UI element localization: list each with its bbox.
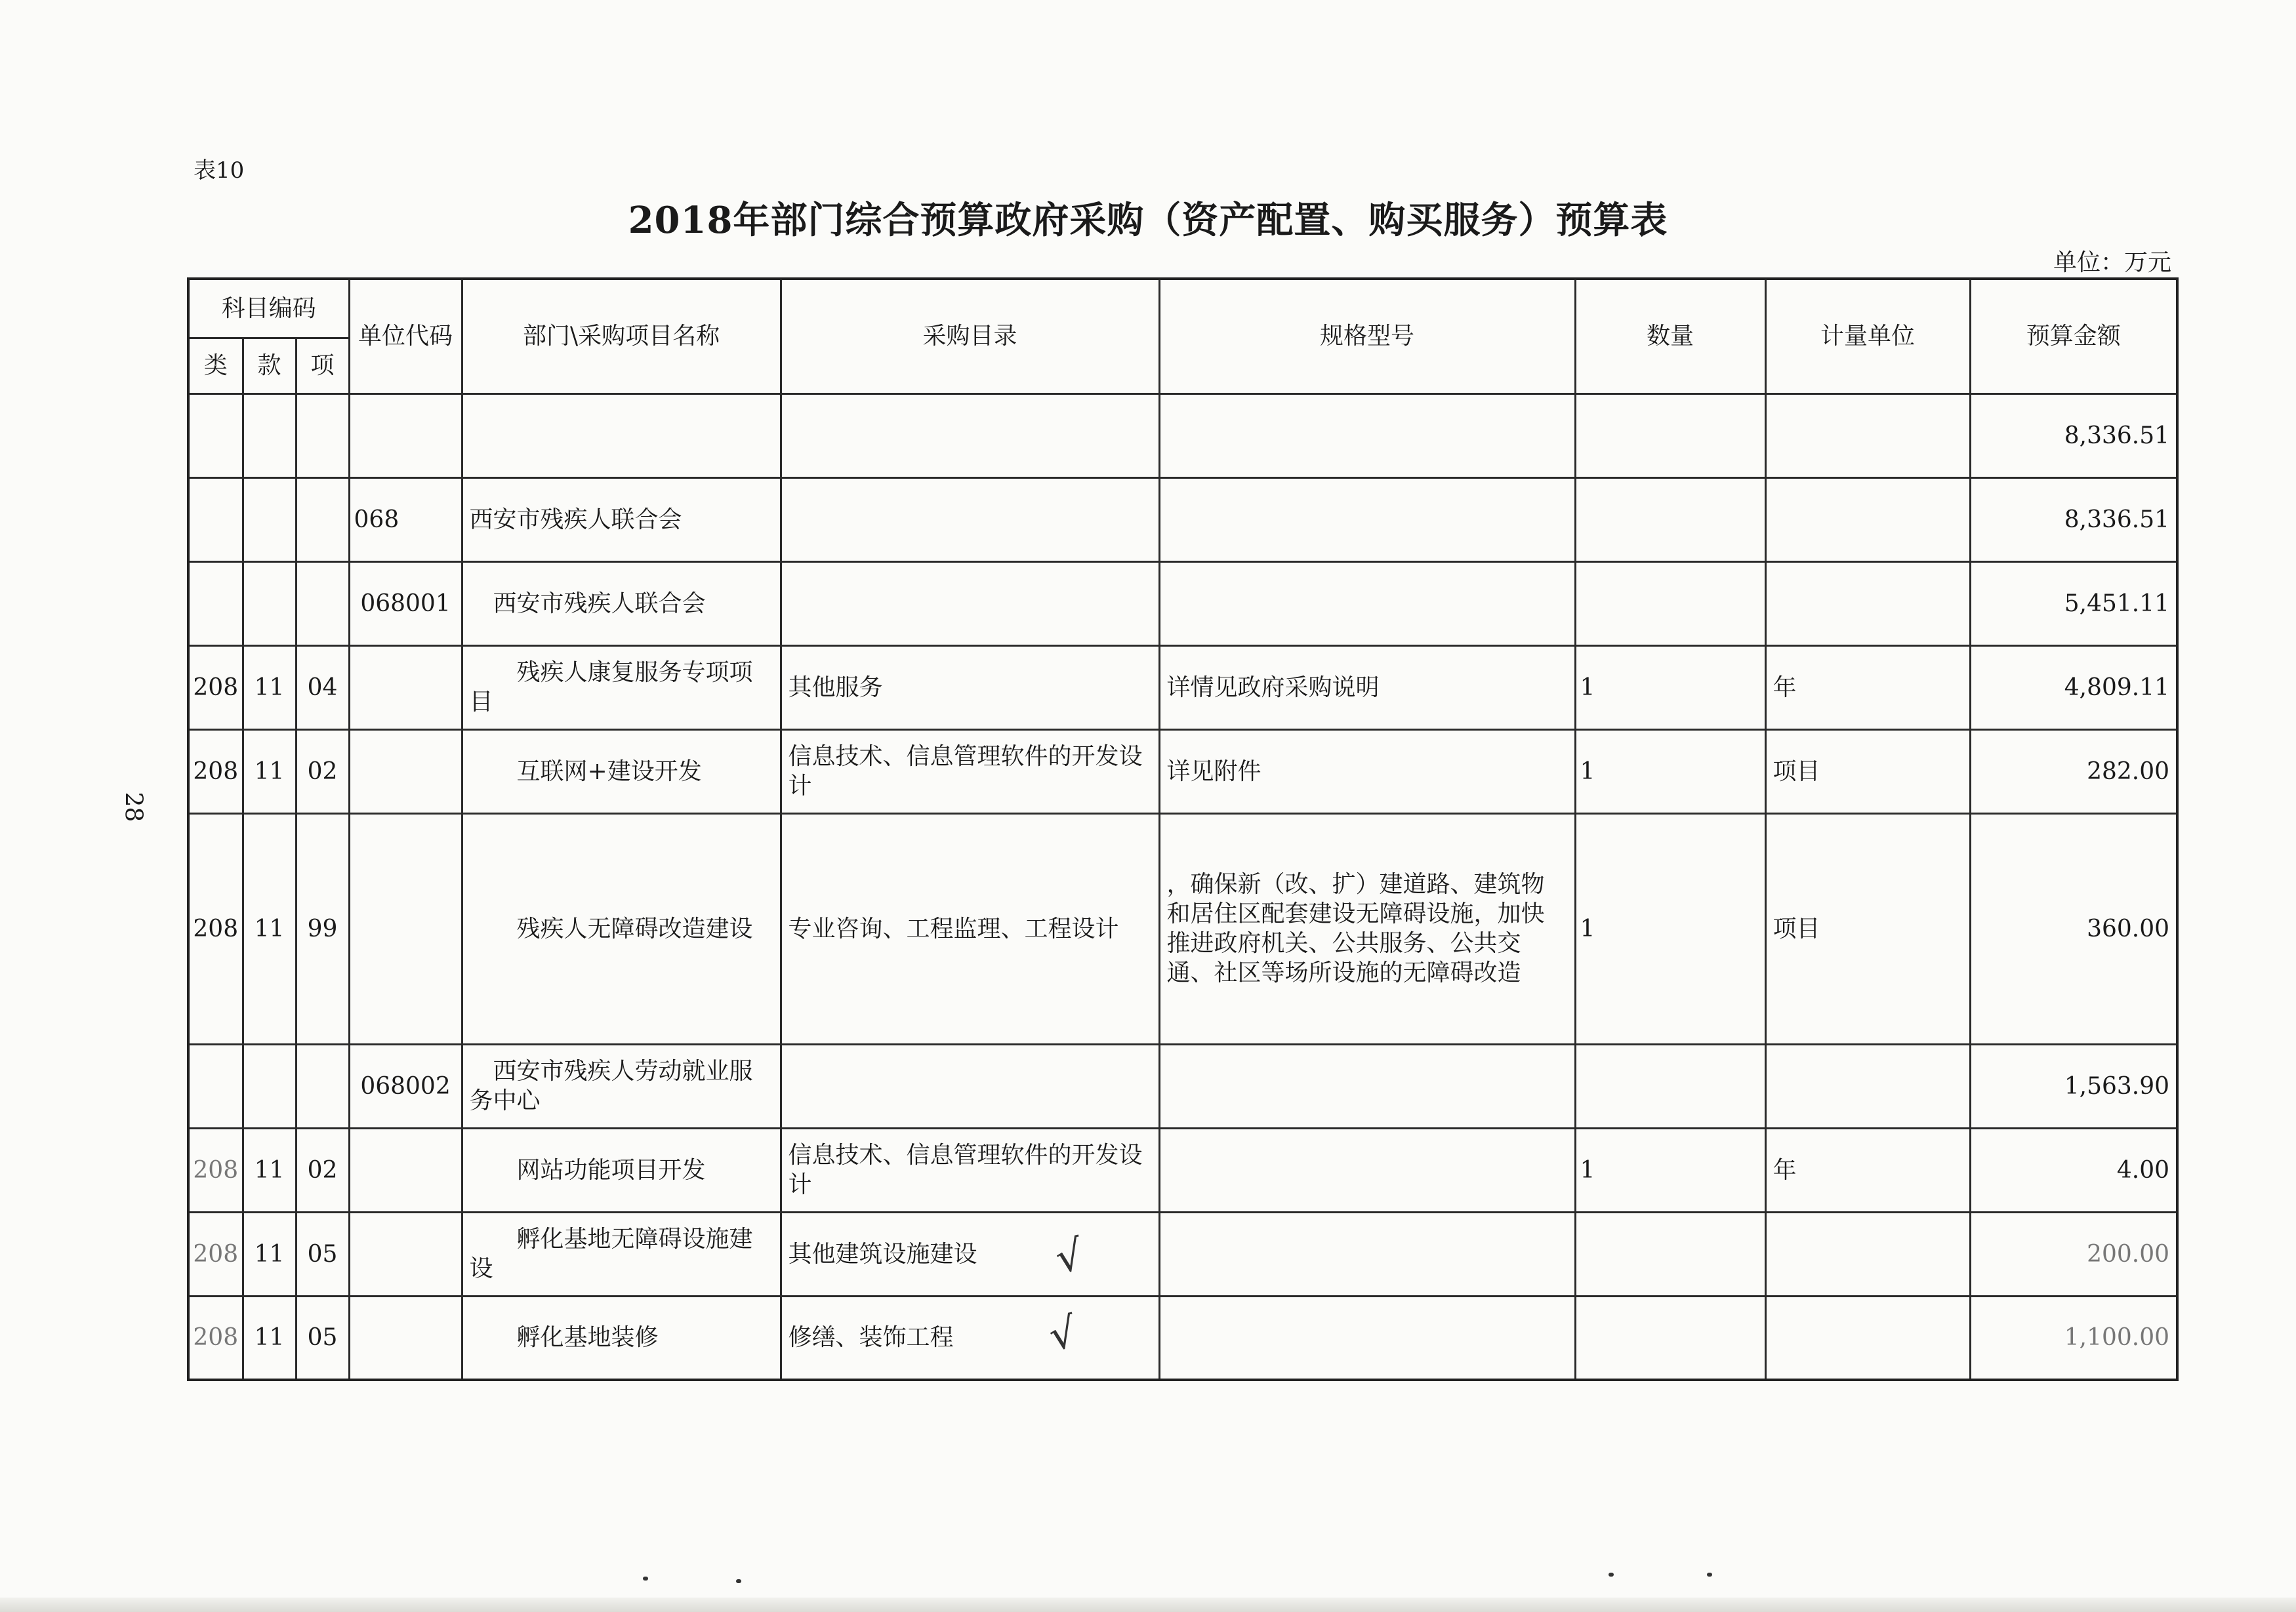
cell-xiang bbox=[296, 561, 349, 645]
cell-name bbox=[462, 393, 781, 477]
cell-xiang: 05 bbox=[296, 1296, 349, 1380]
cell-quantity: 1 bbox=[1575, 813, 1765, 1044]
cell-measure-unit bbox=[1765, 393, 1970, 477]
cell-name: 孵化基地无障碍设施建设 bbox=[462, 1212, 781, 1296]
header-kuan: 款 bbox=[243, 338, 296, 393]
cell-kuan bbox=[243, 561, 296, 645]
cell-amount: 4.00 bbox=[1970, 1128, 2177, 1212]
header-quantity: 数量 bbox=[1575, 279, 1765, 393]
cell-measure-unit bbox=[1765, 477, 1970, 561]
header-row-1 bbox=[188, 279, 2177, 338]
sheet-label: 表10 bbox=[194, 157, 245, 184]
cell-measure-unit: 项目 bbox=[1765, 729, 1970, 813]
cell-xiang: 99 bbox=[296, 813, 349, 1044]
cell-quantity bbox=[1575, 393, 1765, 477]
cell-lei: 208 bbox=[188, 1296, 243, 1380]
cell-quantity bbox=[1575, 1296, 1765, 1380]
cell-xiang: 04 bbox=[296, 645, 349, 729]
cell-quantity: 1 bbox=[1575, 729, 1765, 813]
cell-measure-unit: 项目 bbox=[1765, 813, 1970, 1044]
table-row bbox=[188, 561, 2177, 645]
scan-speck bbox=[643, 1577, 648, 1581]
header-catalog: 采购目录 bbox=[781, 279, 1159, 393]
cell-lei: 208 bbox=[188, 645, 243, 729]
cell-xiang: 02 bbox=[296, 1128, 349, 1212]
check-mark-icon: √ bbox=[1044, 1308, 1082, 1361]
header-spec: 规格型号 bbox=[1159, 279, 1575, 393]
check-mark-icon: √ bbox=[1051, 1230, 1088, 1284]
cell-lei bbox=[188, 477, 243, 561]
cell-xiang bbox=[296, 1044, 349, 1128]
scan-speck bbox=[736, 1579, 741, 1583]
cell-name: 孵化基地装修 bbox=[462, 1296, 781, 1380]
cell-amount: 1,100.00 bbox=[1970, 1296, 2177, 1380]
scan-speck bbox=[1609, 1573, 1614, 1577]
cell-amount: 1,563.90 bbox=[1970, 1044, 2177, 1128]
cell-kuan bbox=[243, 393, 296, 477]
header-dept-name: 部门\采购项目名称 bbox=[462, 279, 781, 393]
header-amount: 预算金额 bbox=[1970, 279, 2177, 393]
cell-unit-code bbox=[349, 1296, 462, 1380]
cell-quantity bbox=[1575, 1212, 1765, 1296]
cell-catalog: 其他服务 bbox=[781, 645, 1159, 729]
cell-amount: 282.00 bbox=[1970, 729, 2177, 813]
cell-quantity bbox=[1575, 1044, 1765, 1128]
table-row bbox=[188, 1128, 2177, 1212]
cell-kuan: 11 bbox=[243, 1212, 296, 1296]
cell-name: 残疾人康复服务专项项目 bbox=[462, 645, 781, 729]
cell-catalog bbox=[781, 477, 1159, 561]
cell-amount: 8,336.51 bbox=[1970, 393, 2177, 477]
cell-spec bbox=[1159, 561, 1575, 645]
cell-spec bbox=[1159, 1128, 1575, 1212]
cell-catalog bbox=[781, 393, 1159, 477]
cell-unit-code: 068002 bbox=[349, 1044, 462, 1128]
cell-catalog: 信息技术、信息管理软件的开发设计 bbox=[781, 729, 1159, 813]
cell-name: 西安市残疾人联合会 bbox=[462, 477, 781, 561]
cell-kuan: 11 bbox=[243, 645, 296, 729]
cell-lei: 208 bbox=[188, 729, 243, 813]
header-subject-code: 科目编码 bbox=[188, 279, 349, 338]
cell-quantity: 1 bbox=[1575, 1128, 1765, 1212]
cell-kuan bbox=[243, 1044, 296, 1128]
table-row bbox=[188, 729, 2177, 813]
cell-unit-code bbox=[349, 393, 462, 477]
cell-catalog: 信息技术、信息管理软件的开发设计 bbox=[781, 1128, 1159, 1212]
document-title: 2018年部门综合预算政府采购（资产配置、购买服务）预算表 bbox=[628, 199, 1668, 242]
table-row bbox=[188, 393, 2177, 477]
cell-measure-unit bbox=[1765, 1212, 1970, 1296]
cell-unit-code bbox=[349, 729, 462, 813]
cell-xiang: 02 bbox=[296, 729, 349, 813]
cell-lei bbox=[188, 561, 243, 645]
cell-measure-unit bbox=[1765, 561, 1970, 645]
cell-spec bbox=[1159, 477, 1575, 561]
cell-name: 互联网+建设开发 bbox=[462, 729, 781, 813]
cell-amount: 4,809.11 bbox=[1970, 645, 2177, 729]
cell-quantity bbox=[1575, 477, 1765, 561]
cell-unit-code bbox=[349, 813, 462, 1044]
page-edge bbox=[0, 1598, 2296, 1612]
cell-quantity: 1 bbox=[1575, 645, 1765, 729]
cell-measure-unit bbox=[1765, 1296, 1970, 1380]
cell-xiang bbox=[296, 393, 349, 477]
table-row bbox=[188, 477, 2177, 561]
cell-xiang: 05 bbox=[296, 1212, 349, 1296]
cell-amount: 8,336.51 bbox=[1970, 477, 2177, 561]
cell-measure-unit: 年 bbox=[1765, 1128, 1970, 1212]
table-row bbox=[188, 1044, 2177, 1128]
cell-xiang bbox=[296, 477, 349, 561]
cell-unit-code bbox=[349, 645, 462, 729]
cell-lei bbox=[188, 393, 243, 477]
cell-measure-unit: 年 bbox=[1765, 645, 1970, 729]
cell-name: 网站功能项目开发 bbox=[462, 1128, 781, 1212]
cell-spec bbox=[1159, 393, 1575, 477]
cell-kuan: 11 bbox=[243, 729, 296, 813]
cell-kuan: 11 bbox=[243, 813, 296, 1044]
cell-spec: ，确保新（改、扩）建道路、建筑物和居住区配套建设无障碍设施，加快推进政府机关、公共服务、公共交通、社区等场所设施的无障碍改造 bbox=[1159, 813, 1575, 1044]
cell-amount: 200.00 bbox=[1970, 1212, 2177, 1296]
cell-catalog: 专业咨询、工程监理、工程设计 bbox=[781, 813, 1159, 1044]
cell-unit-code bbox=[349, 1128, 462, 1212]
cell-name: 西安市残疾人联合会 bbox=[462, 561, 781, 645]
table-row bbox=[188, 645, 2177, 729]
cell-kuan bbox=[243, 477, 296, 561]
cell-quantity bbox=[1575, 561, 1765, 645]
page-number: 28 bbox=[119, 792, 147, 822]
cell-name: 残疾人无障碍改造建设 bbox=[462, 813, 781, 1044]
cell-spec bbox=[1159, 1044, 1575, 1128]
cell-name: 西安市残疾人劳动就业服务中心 bbox=[462, 1044, 781, 1128]
cell-spec: 详情见政府采购说明 bbox=[1159, 645, 1575, 729]
unit-label: 单位：万元 bbox=[2053, 249, 2171, 276]
cell-unit-code: 068001 bbox=[349, 561, 462, 645]
header-unit-code: 单位代码 bbox=[349, 279, 462, 393]
cell-kuan: 11 bbox=[243, 1296, 296, 1380]
cell-amount: 360.00 bbox=[1970, 813, 2177, 1044]
cell-amount: 5,451.11 bbox=[1970, 561, 2177, 645]
scan-speck bbox=[1707, 1573, 1712, 1577]
cell-measure-unit bbox=[1765, 1044, 1970, 1128]
cell-lei bbox=[188, 1044, 243, 1128]
cell-spec: 详见附件 bbox=[1159, 729, 1575, 813]
cell-spec bbox=[1159, 1212, 1575, 1296]
cell-catalog: 修缮、装饰工程 bbox=[781, 1296, 1159, 1380]
cell-lei: 208 bbox=[188, 813, 243, 1044]
cell-lei: 208 bbox=[188, 1128, 243, 1212]
cell-spec bbox=[1159, 1296, 1575, 1380]
cell-catalog: 其他建筑设施建设 bbox=[781, 1212, 1159, 1296]
header-measure-unit: 计量单位 bbox=[1765, 279, 1970, 393]
table-row bbox=[188, 813, 2177, 1044]
cell-unit-code bbox=[349, 1212, 462, 1296]
table-row bbox=[188, 1212, 2177, 1296]
cell-catalog bbox=[781, 561, 1159, 645]
cell-lei: 208 bbox=[188, 1212, 243, 1296]
table-row bbox=[188, 1296, 2177, 1380]
cell-kuan: 11 bbox=[243, 1128, 296, 1212]
header-xiang: 项 bbox=[296, 338, 349, 393]
header-lei: 类 bbox=[188, 338, 243, 393]
cell-unit-code: 068 bbox=[349, 477, 462, 561]
procurement-budget-table bbox=[187, 277, 2179, 1381]
cell-catalog bbox=[781, 1044, 1159, 1128]
